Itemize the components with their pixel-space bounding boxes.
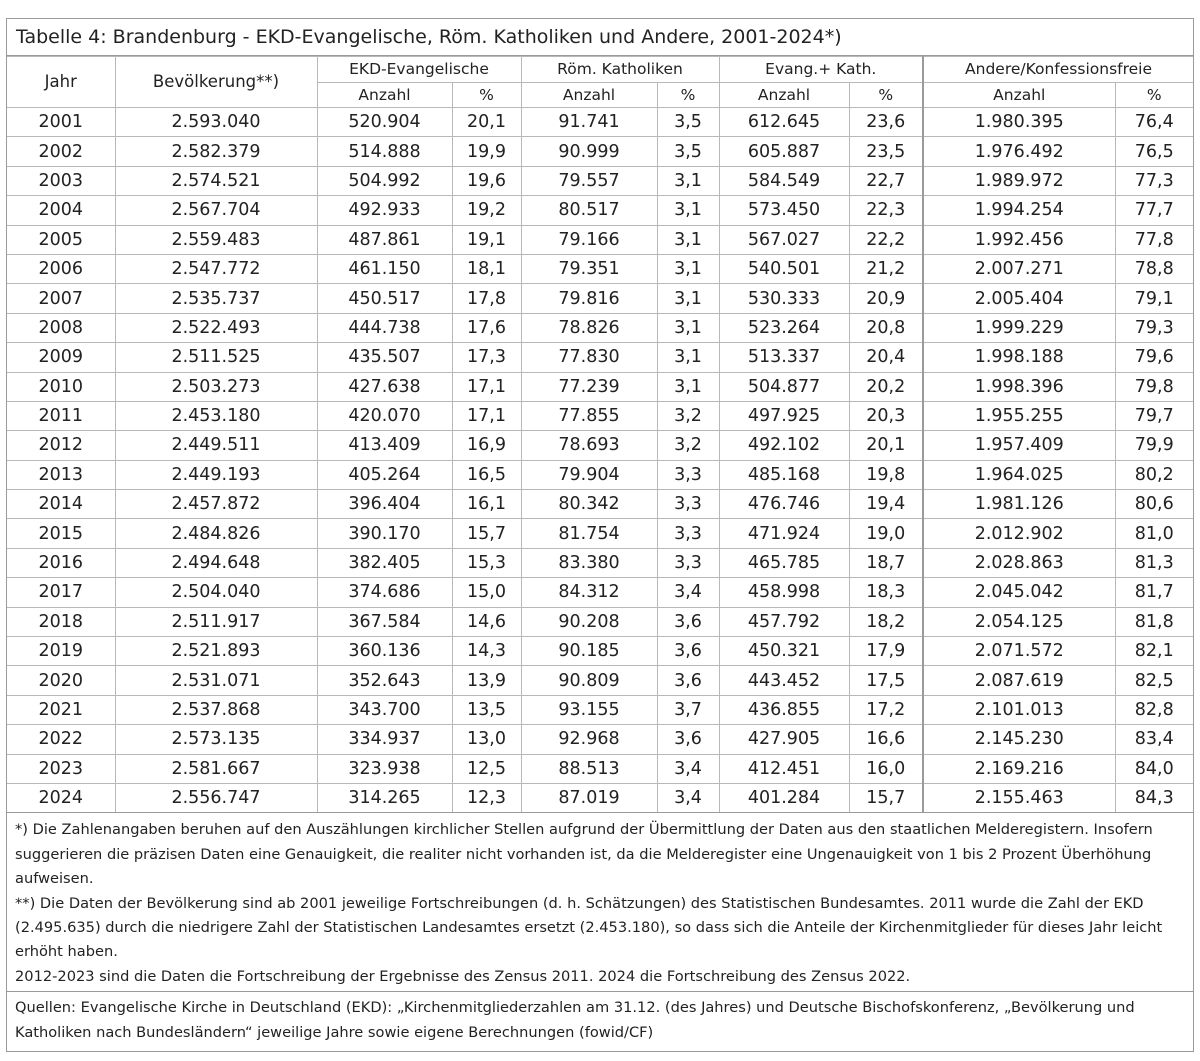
table-row [7, 431, 1193, 460]
cell-others-count: 1.955.255 [923, 401, 1115, 430]
cell-population: 2.537.868 [115, 695, 317, 724]
header-year: Jahr [7, 57, 115, 108]
cell-others-count: 1.980.395 [923, 108, 1115, 137]
cell-evang-kath-percent: 20,1 [849, 431, 923, 460]
cell-others-percent: 81,0 [1115, 519, 1193, 548]
cell-evang-kath-count: 567.027 [719, 225, 849, 254]
cell-others-count: 2.045.042 [923, 578, 1115, 607]
cell-year: 2020 [7, 666, 115, 695]
subheader-others-count: Anzahl [923, 82, 1115, 108]
cell-year: 2019 [7, 637, 115, 666]
table-title: Tabelle 4: Brandenburg - EKD-Evangelische, Röm. Katholiken und Andere, 2001-2024*) [7, 19, 1193, 56]
cell-evang-kath-count: 458.998 [719, 578, 849, 607]
cell-ekd-percent: 19,6 [452, 166, 521, 195]
cell-evang-kath-count: 492.102 [719, 431, 849, 460]
table-row [7, 519, 1193, 548]
cell-ekd-percent: 17,3 [452, 343, 521, 372]
cell-catholics-percent: 3,2 [657, 401, 719, 430]
cell-ekd-percent: 19,1 [452, 225, 521, 254]
cell-evang-kath-percent: 19,4 [849, 490, 923, 519]
cell-catholics-count: 93.155 [521, 695, 657, 724]
cell-others-percent: 77,7 [1115, 196, 1193, 225]
cell-others-percent: 77,8 [1115, 225, 1193, 254]
cell-others-count: 2.087.619 [923, 666, 1115, 695]
cell-evang-kath-percent: 22,7 [849, 166, 923, 195]
cell-year: 2009 [7, 343, 115, 372]
cell-evang-kath-count: 401.284 [719, 783, 849, 812]
cell-others-percent: 80,2 [1115, 460, 1193, 489]
cell-ekd-count: 435.507 [317, 343, 452, 372]
cell-evang-kath-percent: 16,6 [849, 725, 923, 754]
cell-evang-kath-count: 584.549 [719, 166, 849, 195]
cell-ekd-percent: 17,1 [452, 372, 521, 401]
cell-ekd-percent: 19,2 [452, 196, 521, 225]
cell-catholics-count: 90.809 [521, 666, 657, 695]
cell-ekd-percent: 19,9 [452, 137, 521, 166]
cell-others-count: 1.989.972 [923, 166, 1115, 195]
cell-ekd-percent: 20,1 [452, 108, 521, 137]
cell-year: 2018 [7, 607, 115, 636]
footnote-1: *) Die Zahlenangaben beruhen auf den Auszählungen kirchlicher Stellen aufgrund der Übermittlung der Daten aus den staatlichen Melderegistern. Insofern suggerieren die präzisen Daten eine Genauigkeit, die realiter nicht vorhanden ist, da die Melderegister eine Ungenauigkeit von 1 bis 2 Prozent Überhöhung aufweisen. [15, 821, 1153, 888]
cell-ekd-count: 390.170 [317, 519, 452, 548]
cell-evang-kath-percent: 23,6 [849, 108, 923, 137]
cell-year: 2010 [7, 372, 115, 401]
header-population: Bevölkerung**) [115, 57, 317, 108]
cell-catholics-percent: 3,3 [657, 460, 719, 489]
header-row-groups [7, 57, 1193, 83]
cell-others-count: 1.998.396 [923, 372, 1115, 401]
cell-evang-kath-count: 497.925 [719, 401, 849, 430]
cell-catholics-percent: 3,5 [657, 108, 719, 137]
cell-population: 2.582.379 [115, 137, 317, 166]
cell-catholics-percent: 3,6 [657, 607, 719, 636]
cell-evang-kath-count: 523.264 [719, 313, 849, 342]
cell-ekd-count: 352.643 [317, 666, 452, 695]
header-group-ekd: EKD-Evangelische [317, 57, 521, 83]
cell-population: 2.484.826 [115, 519, 317, 548]
table-row [7, 783, 1193, 812]
cell-catholics-percent: 3,1 [657, 343, 719, 372]
cell-others-percent: 77,3 [1115, 166, 1193, 195]
cell-catholics-count: 90.185 [521, 637, 657, 666]
cell-others-percent: 82,8 [1115, 695, 1193, 724]
cell-population: 2.511.525 [115, 343, 317, 372]
cell-ekd-percent: 17,1 [452, 401, 521, 430]
footnote-2: **) Die Daten der Bevölkerung sind ab 2001 jeweilige Fortschreibungen (d. h. Schätzungen) des Statistischen Bundesamtes. 2011 wurde die Zahl der EKD (2.495.635) durch die niedrigere Zahl der Statistischen Landesamtes ersetzt (2.453.180), so dass sich die Anteile der Kirchenmitglieder für dieses Jahr leicht erhöht haben. [15, 894, 1163, 961]
table-row [7, 607, 1193, 636]
cell-evang-kath-percent: 20,8 [849, 313, 923, 342]
cell-catholics-count: 79.351 [521, 254, 657, 283]
cell-ekd-count: 520.904 [317, 108, 452, 137]
cell-catholics-count: 83.380 [521, 548, 657, 577]
cell-evang-kath-percent: 18,7 [849, 548, 923, 577]
table-row [7, 372, 1193, 401]
cell-catholics-count: 77.855 [521, 401, 657, 430]
cell-evang-kath-count: 476.746 [719, 490, 849, 519]
cell-catholics-count: 90.999 [521, 137, 657, 166]
cell-population: 2.449.511 [115, 431, 317, 460]
cell-population: 2.547.772 [115, 254, 317, 283]
cell-others-percent: 81,3 [1115, 548, 1193, 577]
cell-year: 2011 [7, 401, 115, 430]
cell-evang-kath-percent: 20,3 [849, 401, 923, 430]
subheader-others-percent: % [1115, 82, 1193, 108]
cell-year: 2014 [7, 490, 115, 519]
cell-evang-kath-percent: 20,2 [849, 372, 923, 401]
cell-evang-kath-count: 485.168 [719, 460, 849, 489]
cell-population: 2.521.893 [115, 637, 317, 666]
data-table [7, 56, 1193, 813]
cell-ekd-count: 323.938 [317, 754, 452, 783]
cell-population: 2.511.917 [115, 607, 317, 636]
cell-ekd-count: 343.700 [317, 695, 452, 724]
cell-year: 2007 [7, 284, 115, 313]
cell-population: 2.503.273 [115, 372, 317, 401]
cell-evang-kath-count: 471.924 [719, 519, 849, 548]
table-row [7, 460, 1193, 489]
cell-catholics-percent: 3,4 [657, 783, 719, 812]
cell-ekd-count: 492.933 [317, 196, 452, 225]
cell-ekd-percent: 14,6 [452, 607, 521, 636]
cell-catholics-percent: 3,5 [657, 137, 719, 166]
cell-catholics-count: 88.513 [521, 754, 657, 783]
cell-evang-kath-count: 427.905 [719, 725, 849, 754]
source-note [7, 992, 1193, 1051]
cell-population: 2.593.040 [115, 108, 317, 137]
cell-year: 2023 [7, 754, 115, 783]
cell-year: 2002 [7, 137, 115, 166]
cell-others-count: 2.007.271 [923, 254, 1115, 283]
cell-ekd-percent: 13,0 [452, 725, 521, 754]
cell-others-count: 2.169.216 [923, 754, 1115, 783]
cell-evang-kath-count: 443.452 [719, 666, 849, 695]
cell-catholics-percent: 3,6 [657, 725, 719, 754]
cell-others-count: 1.994.254 [923, 196, 1115, 225]
table-row [7, 754, 1193, 783]
cell-others-percent: 79,9 [1115, 431, 1193, 460]
cell-ekd-count: 382.405 [317, 548, 452, 577]
cell-population: 2.567.704 [115, 196, 317, 225]
cell-others-percent: 78,8 [1115, 254, 1193, 283]
cell-others-count: 2.028.863 [923, 548, 1115, 577]
cell-ekd-percent: 15,3 [452, 548, 521, 577]
cell-others-count: 2.101.013 [923, 695, 1115, 724]
cell-evang-kath-percent: 19,8 [849, 460, 923, 489]
cell-year: 2012 [7, 431, 115, 460]
cell-catholics-percent: 3,3 [657, 490, 719, 519]
cell-others-percent: 81,8 [1115, 607, 1193, 636]
cell-evang-kath-percent: 18,3 [849, 578, 923, 607]
cell-evang-kath-count: 540.501 [719, 254, 849, 283]
cell-others-count: 2.005.404 [923, 284, 1115, 313]
subheader-catholics-count: Anzahl [521, 82, 657, 108]
cell-others-percent: 83,4 [1115, 725, 1193, 754]
table-row [7, 166, 1193, 195]
cell-catholics-percent: 3,6 [657, 666, 719, 695]
table-row [7, 343, 1193, 372]
cell-ekd-count: 334.937 [317, 725, 452, 754]
cell-catholics-count: 87.019 [521, 783, 657, 812]
table-row [7, 225, 1193, 254]
cell-evang-kath-percent: 15,7 [849, 783, 923, 812]
cell-evang-kath-count: 457.792 [719, 607, 849, 636]
cell-evang-kath-count: 465.785 [719, 548, 849, 577]
cell-others-percent: 79,7 [1115, 401, 1193, 430]
cell-catholics-count: 79.816 [521, 284, 657, 313]
cell-catholics-percent: 3,7 [657, 695, 719, 724]
cell-evang-kath-percent: 23,5 [849, 137, 923, 166]
cell-catholics-count: 90.208 [521, 607, 657, 636]
cell-catholics-count: 84.312 [521, 578, 657, 607]
table-document [6, 18, 1194, 1052]
cell-year: 2017 [7, 578, 115, 607]
cell-catholics-count: 79.166 [521, 225, 657, 254]
cell-ekd-count: 504.992 [317, 166, 452, 195]
table-row [7, 578, 1193, 607]
table-row [7, 254, 1193, 283]
header-group-others: Andere/Konfessionsfreie [923, 57, 1193, 83]
cell-others-percent: 82,5 [1115, 666, 1193, 695]
cell-population: 2.453.180 [115, 401, 317, 430]
cell-catholics-percent: 3,3 [657, 519, 719, 548]
cell-evang-kath-count: 612.645 [719, 108, 849, 137]
cell-population: 2.574.521 [115, 166, 317, 195]
cell-catholics-percent: 3,3 [657, 548, 719, 577]
cell-others-count: 2.145.230 [923, 725, 1115, 754]
table-row [7, 196, 1193, 225]
table-row [7, 401, 1193, 430]
cell-others-count: 2.155.463 [923, 783, 1115, 812]
cell-evang-kath-percent: 20,9 [849, 284, 923, 313]
table-row [7, 284, 1193, 313]
cell-others-count: 1.964.025 [923, 460, 1115, 489]
table-row [7, 313, 1193, 342]
cell-year: 2003 [7, 166, 115, 195]
subheader-ekd-count: Anzahl [317, 82, 452, 108]
cell-catholics-percent: 3,1 [657, 372, 719, 401]
source-text: Quellen: Evangelische Kirche in Deutschland (EKD): „Kirchenmitgliederzahlen am 31.12. (des Jahres) und Deutsche Bischofskonferenz, „Bevölkerung und Katholiken nach Bundesländern“ jeweilige Jahre sowie eigene Berechnungen (fowid/CF) [15, 999, 1135, 1041]
cell-evang-kath-count: 530.333 [719, 284, 849, 313]
cell-ekd-percent: 16,5 [452, 460, 521, 489]
cell-catholics-count: 79.557 [521, 166, 657, 195]
cell-others-count: 1.981.126 [923, 490, 1115, 519]
cell-ekd-count: 487.861 [317, 225, 452, 254]
cell-ekd-percent: 13,5 [452, 695, 521, 724]
cell-others-count: 2.012.902 [923, 519, 1115, 548]
cell-year: 2022 [7, 725, 115, 754]
header-group-evang-kath: Evang.+ Kath. [719, 57, 923, 83]
cell-ekd-percent: 15,0 [452, 578, 521, 607]
cell-evang-kath-count: 412.451 [719, 754, 849, 783]
cell-year: 2024 [7, 783, 115, 812]
cell-others-percent: 80,6 [1115, 490, 1193, 519]
cell-ekd-count: 461.150 [317, 254, 452, 283]
cell-others-percent: 79,1 [1115, 284, 1193, 313]
cell-ekd-count: 514.888 [317, 137, 452, 166]
cell-others-percent: 76,4 [1115, 108, 1193, 137]
cell-catholics-percent: 3,4 [657, 578, 719, 607]
cell-year: 2006 [7, 254, 115, 283]
cell-evang-kath-count: 436.855 [719, 695, 849, 724]
footnote-3: 2012-2023 sind die Daten die Fortschreibung der Ergebnisse des Zensus 2011. 2024 die Fortschreibung des Zensus 2022. [15, 967, 911, 985]
cell-population: 2.556.747 [115, 783, 317, 812]
cell-ekd-count: 367.584 [317, 607, 452, 636]
cell-year: 2004 [7, 196, 115, 225]
cell-population: 2.457.872 [115, 490, 317, 519]
cell-year: 2015 [7, 519, 115, 548]
cell-catholics-count: 80.342 [521, 490, 657, 519]
cell-ekd-count: 360.136 [317, 637, 452, 666]
cell-population: 2.494.648 [115, 548, 317, 577]
cell-catholics-count: 81.754 [521, 519, 657, 548]
table-row [7, 137, 1193, 166]
cell-catholics-count: 77.239 [521, 372, 657, 401]
cell-ekd-count: 413.409 [317, 431, 452, 460]
cell-ekd-count: 444.738 [317, 313, 452, 342]
cell-others-percent: 79,3 [1115, 313, 1193, 342]
table-body [7, 108, 1193, 813]
cell-year: 2005 [7, 225, 115, 254]
cell-population: 2.535.737 [115, 284, 317, 313]
cell-evang-kath-percent: 17,9 [849, 637, 923, 666]
cell-catholics-percent: 3,1 [657, 254, 719, 283]
cell-year: 2001 [7, 108, 115, 137]
cell-evang-kath-percent: 20,4 [849, 343, 923, 372]
cell-catholics-count: 79.904 [521, 460, 657, 489]
table-row [7, 725, 1193, 754]
cell-population: 2.581.667 [115, 754, 317, 783]
table-row [7, 695, 1193, 724]
subheader-evang-kath-count: Anzahl [719, 82, 849, 108]
cell-catholics-count: 78.693 [521, 431, 657, 460]
cell-evang-kath-count: 513.337 [719, 343, 849, 372]
cell-catholics-count: 91.741 [521, 108, 657, 137]
cell-ekd-count: 374.686 [317, 578, 452, 607]
cell-evang-kath-count: 605.887 [719, 137, 849, 166]
cell-evang-kath-count: 504.877 [719, 372, 849, 401]
cell-others-percent: 81,7 [1115, 578, 1193, 607]
cell-population: 2.522.493 [115, 313, 317, 342]
cell-others-percent: 76,5 [1115, 137, 1193, 166]
cell-evang-kath-count: 573.450 [719, 196, 849, 225]
cell-ekd-count: 405.264 [317, 460, 452, 489]
cell-catholics-count: 78.826 [521, 313, 657, 342]
cell-ekd-count: 450.517 [317, 284, 452, 313]
cell-ekd-count: 396.404 [317, 490, 452, 519]
cell-evang-kath-percent: 17,2 [849, 695, 923, 724]
cell-ekd-count: 314.265 [317, 783, 452, 812]
cell-others-count: 1.976.492 [923, 137, 1115, 166]
cell-catholics-percent: 3,1 [657, 313, 719, 342]
cell-ekd-percent: 13,9 [452, 666, 521, 695]
cell-catholics-percent: 3,4 [657, 754, 719, 783]
cell-others-count: 2.054.125 [923, 607, 1115, 636]
cell-catholics-count: 77.830 [521, 343, 657, 372]
cell-evang-kath-percent: 17,5 [849, 666, 923, 695]
cell-evang-kath-percent: 18,2 [849, 607, 923, 636]
cell-evang-kath-percent: 19,0 [849, 519, 923, 548]
cell-population: 2.573.135 [115, 725, 317, 754]
cell-others-percent: 84,3 [1115, 783, 1193, 812]
cell-ekd-percent: 17,6 [452, 313, 521, 342]
cell-others-percent: 79,8 [1115, 372, 1193, 401]
subheader-catholics-percent: % [657, 82, 719, 108]
table-row [7, 637, 1193, 666]
cell-others-percent: 82,1 [1115, 637, 1193, 666]
cell-population: 2.531.071 [115, 666, 317, 695]
cell-others-percent: 84,0 [1115, 754, 1193, 783]
cell-catholics-percent: 3,1 [657, 225, 719, 254]
cell-ekd-count: 427.638 [317, 372, 452, 401]
subheader-evang-kath-percent: % [849, 82, 923, 108]
cell-ekd-percent: 12,3 [452, 783, 521, 812]
cell-catholics-percent: 3,1 [657, 284, 719, 313]
cell-ekd-percent: 12,5 [452, 754, 521, 783]
table-row [7, 666, 1193, 695]
table-header [7, 57, 1193, 108]
cell-ekd-count: 420.070 [317, 401, 452, 430]
cell-catholics-count: 92.968 [521, 725, 657, 754]
cell-others-count: 2.071.572 [923, 637, 1115, 666]
cell-population: 2.559.483 [115, 225, 317, 254]
cell-others-count: 1.992.456 [923, 225, 1115, 254]
cell-catholics-count: 80.517 [521, 196, 657, 225]
cell-catholics-percent: 3,1 [657, 196, 719, 225]
table-row [7, 548, 1193, 577]
cell-ekd-percent: 14,3 [452, 637, 521, 666]
cell-others-count: 1.957.409 [923, 431, 1115, 460]
cell-ekd-percent: 18,1 [452, 254, 521, 283]
cell-evang-kath-percent: 16,0 [849, 754, 923, 783]
table-row [7, 490, 1193, 519]
header-group-catholics: Röm. Katholiken [521, 57, 719, 83]
cell-population: 2.449.193 [115, 460, 317, 489]
cell-evang-kath-percent: 22,2 [849, 225, 923, 254]
cell-evang-kath-percent: 22,3 [849, 196, 923, 225]
cell-population: 2.504.040 [115, 578, 317, 607]
cell-others-percent: 79,6 [1115, 343, 1193, 372]
cell-others-count: 1.998.188 [923, 343, 1115, 372]
cell-year: 2008 [7, 313, 115, 342]
footnotes [7, 813, 1193, 992]
cell-catholics-percent: 3,1 [657, 166, 719, 195]
cell-catholics-percent: 3,6 [657, 637, 719, 666]
cell-year: 2021 [7, 695, 115, 724]
cell-ekd-percent: 16,9 [452, 431, 521, 460]
cell-year: 2013 [7, 460, 115, 489]
cell-others-count: 1.999.229 [923, 313, 1115, 342]
subheader-ekd-percent: % [452, 82, 521, 108]
cell-evang-kath-percent: 21,2 [849, 254, 923, 283]
cell-catholics-percent: 3,2 [657, 431, 719, 460]
cell-evang-kath-count: 450.321 [719, 637, 849, 666]
cell-ekd-percent: 17,8 [452, 284, 521, 313]
table-row [7, 108, 1193, 137]
cell-year: 2016 [7, 548, 115, 577]
cell-ekd-percent: 15,7 [452, 519, 521, 548]
cell-ekd-percent: 16,1 [452, 490, 521, 519]
